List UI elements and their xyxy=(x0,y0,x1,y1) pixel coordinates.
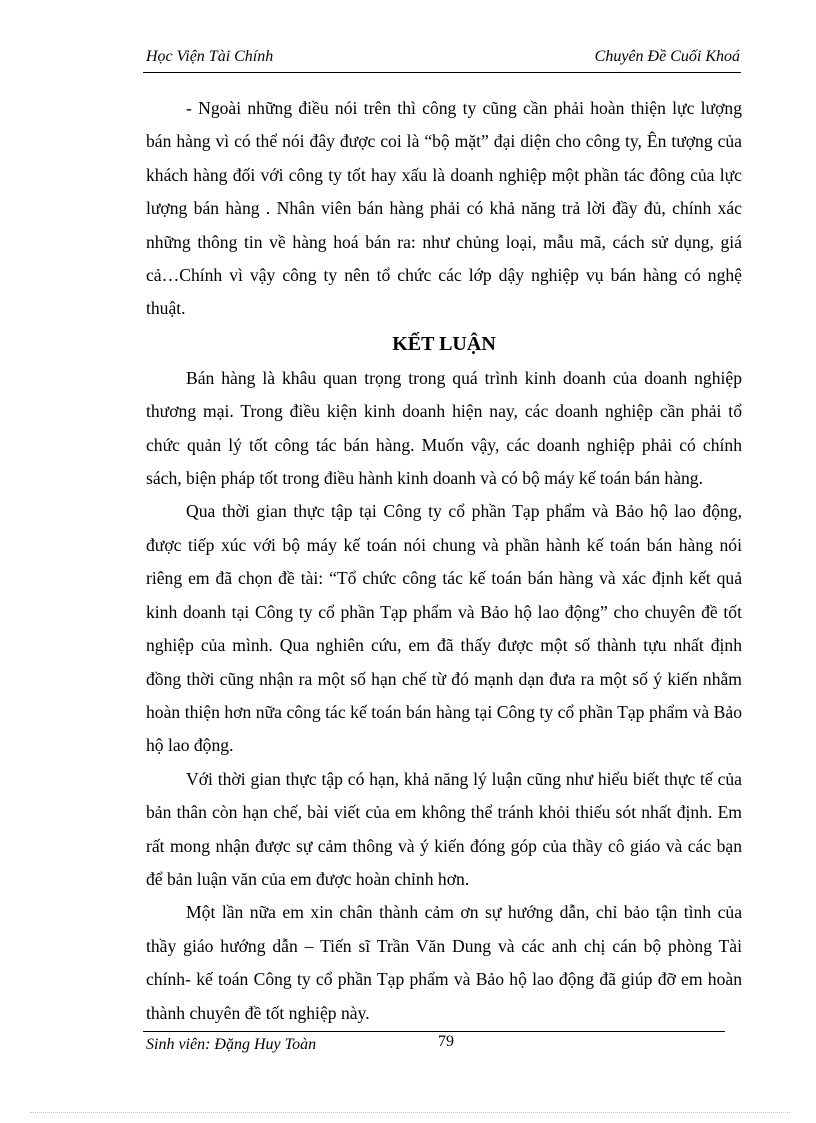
page-body xyxy=(146,92,742,1030)
conclusion-paragraph-1: Bán hàng là khâu quan trọng trong quá trình kinh doanh của doanh nghiệp thương mại. Trong điều kiện kinh doanh hiện nay, các doanh nghiệp cần phải tổ chức quản lý tốt công tác bán hàng. Muốn vậy, các doanh nghiệp phải có chính sách, biện pháp tốt trong điều hành kinh doanh và có bộ máy kế toán bán hàng. xyxy=(146,367,742,489)
intro-paragraph: - Ngoài những điều nói trên thì công ty cũng cần phải hoàn thiện lực lượng bán hàng vì có thể nói đây được coi là “bộ mặt” đại diện cho công ty, Ên tượng của khách hàng đối với công ty tốt hay xấu là doanh nghiệp một phần tác đông của lực lượng bán hàng . Nhân viên bán hàng phải có khả năng trả lời đầy đủ, chính xác những thông tin về hàng hoá bán ra: như chủng loại, mẫu mã, cách sử dụng, giá cả…Chính vì vậy công ty nên tổ chức các lớp dậy nghiệp vụ bán hàng có nghệ thuật. xyxy=(146,98,742,319)
page-bottom-edge xyxy=(30,1112,790,1113)
section-heading: KẾT LUẬN xyxy=(392,332,496,355)
conclusion-paragraph-2: Qua thời gian thực tập tại Công ty cổ phần Tạp phẩm và Bảo hộ lao động, được tiếp xúc với bộ máy kế toán nói chung và phần hành kế toán bán hàng nói riêng em đã chọn đề tài: “Tổ chức công tác kế toán bán hàng và xác định kết quả kinh doanh tại Công ty cổ phần Tạp phẩm và Bảo hộ lao động” cho chuyên đề tốt nghiệp của mình. Qua nghiên cứu, em đã thấy được một số thành tựu nhất định đồng thời cũng nhận ra một số hạn chế từ đó mạnh dạn đưa ra một số ý kiến nhằm hoàn thiện hơn nữa công tác kế toán bán hàng tại Công ty cổ phần Tạp phẩm và Bảo hộ lao động. xyxy=(146,501,742,756)
header-right: Chuyên Đề Cuối Khoá xyxy=(594,48,740,65)
header-left: Học Viện Tài Chính xyxy=(146,48,274,65)
conclusion-paragraph-3: Với thời gian thực tập có hạn, khả năng lý luận cũng như hiểu biết thực tế của bản thân còn hạn chế, bài viết của em không thể tránh khỏi thiếu sót nhất định. Em rất mong nhận được sự cảm thông và ý kiến đóng góp của thầy cô giáo và các bạn để bản luận văn của em được hoàn chỉnh hơn. xyxy=(146,768,742,889)
conclusion-paragraph-4: Một lần nữa em xin chân thành cảm ơn sự hướng dẫn, chỉ bảo tận tình của thầy giáo hướng dẫn – Tiến sĩ Trần Văn Dung và các anh chị cán bộ phòng Tài chính- kế toán Công ty cổ phần Tạp phẩm và Bảo hộ lao động đã giúp đỡ em hoàn thành chuyên đề tốt nghiệp này. xyxy=(146,902,742,1023)
footer-author: Sinh viên: Đặng Huy Toàn xyxy=(146,1036,317,1053)
footer-divider xyxy=(143,1031,725,1032)
page-number: 79 xyxy=(438,1033,454,1050)
header-divider xyxy=(143,72,741,73)
